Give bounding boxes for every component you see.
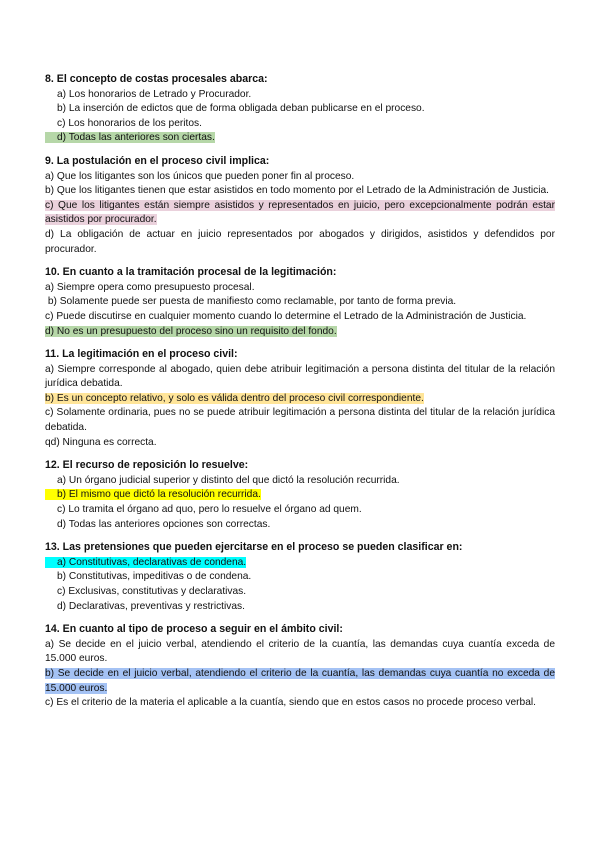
- option-c: c) Lo tramita el órgano ad quo, pero lo resuelve el órgano ad quem.: [57, 504, 362, 516]
- question-10: [45, 265, 555, 339]
- option-a: a) Que los litigantes son los únicos que pueden poner fin al proceso.: [45, 170, 355, 182]
- option-a: a) Siempre opera como presupuesto procesal.: [45, 281, 255, 293]
- question-title: 12. El recurso de reposición lo resuelve:: [45, 459, 249, 472]
- option-c: c) Solamente ordinaria, pues no se puede atribuir legitimación a persona distinta del titular de la relación jurídica debatida.: [45, 407, 555, 434]
- option-a: a) Siempre corresponde al abogado, quien debe atribuir legitimación a persona distinta del titular de la relación jurídica debatida.: [45, 363, 555, 390]
- option-b: b) Solamente puede ser puesta de manifiesto como reclamable, por tanto de forma previa.: [45, 296, 457, 308]
- option-c: c) Es el criterio de la materia el aplicable a la cuantía, siendo que en estos casos no procede proceso verbal.: [45, 697, 536, 709]
- question-9: [45, 154, 555, 257]
- highlighted-answer: [45, 667, 555, 696]
- question-8: [45, 72, 555, 146]
- question-title: 8. El concepto de costas procesales abarca:: [45, 73, 268, 85]
- option-b: b) Se decide en el juicio verbal, atendiendo el criterio de la cuantía, las demandas cuya cuantía no exceda de 15.000 euros.: [45, 667, 555, 694]
- option-b: b) La inserción de edictos que de forma obligada deban publicarse en el proceso.: [57, 103, 425, 115]
- highlighted-answer: [45, 392, 555, 407]
- question-title: 9. La postulación en el proceso civil implica:: [45, 154, 270, 167]
- highlighted-answer: [45, 556, 555, 571]
- option-c: c) Los honorarios de los peritos.: [57, 117, 202, 129]
- option-c: c) Puede discutirse en cualquier momento cuando lo determine el Letrado de la Administración de Justicia.: [45, 310, 527, 322]
- option-d: qd) Ninguna es correcta.: [45, 436, 157, 448]
- highlighted-answer: [45, 131, 555, 146]
- option-a: a) Un órgano judicial superior y distinto del que dictó la resolución recurrida.: [57, 474, 400, 486]
- option-b: b) Que los litigantes tienen que estar asistidos en todo momento por el Letrado de la Administración de Justicia.: [45, 185, 550, 197]
- highlighted-answer: [45, 325, 555, 340]
- option-d: d) Declarativas, preventivas y restrictivas.: [57, 600, 245, 612]
- option-d: d) No es un presupuesto del proceso sino un requisito del fondo.: [45, 325, 337, 337]
- option-b: b) Constitutivas, impeditivas o de condena.: [57, 571, 252, 583]
- question-title: 11. La legitimación en el proceso civil:: [45, 348, 238, 361]
- question-12: [45, 458, 555, 532]
- highlighted-answer: [45, 488, 555, 503]
- option-d: d) Todas las anteriores opciones son correctas.: [57, 518, 271, 530]
- question-14: [45, 622, 555, 711]
- option-a: a) Constitutivas, declarativas de condena.: [45, 557, 246, 568]
- question-title: 14. En cuanto al tipo de proceso a seguir en el ámbito civil:: [45, 623, 343, 636]
- question-13: [45, 540, 555, 614]
- option-b: b) Es un concepto relativo, y solo es válida dentro del proceso civil correspondiente.: [45, 392, 424, 404]
- option-b: b) El mismo que dictó la resolución recurrida.: [45, 489, 261, 500]
- option-c: c) Exclusivas, constitutivas y declarativas.: [57, 586, 247, 597]
- question-11: [45, 347, 555, 450]
- option-c: c) Que los litigantes están siempre asistidos y representados en juicio, pero excepcionalmente podrán estar asistidos por procurador.: [45, 199, 555, 226]
- highlighted-answer: [45, 199, 555, 228]
- question-title: 13. Las pretensiones que pueden ejercitarse en el proceso se pueden clasificar en:: [45, 541, 463, 554]
- option-a: a) Se decide en el juicio verbal, atendiendo el criterio de la cuantía, las demandas cuya cuantía exceda de 15.000 euros.: [45, 638, 555, 665]
- question-title: 10. En cuanto a la tramitación procesal de la legitimación:: [45, 266, 337, 279]
- option-d: d) Todas las anteriores son ciertas.: [45, 132, 215, 143]
- option-a: a) Los honorarios de Letrado y Procurador.: [57, 88, 252, 100]
- option-d: d) La obligación de actuar en juicio representados por abogados y dirigidos, asistidos y defendidos por procurador.: [45, 228, 555, 255]
